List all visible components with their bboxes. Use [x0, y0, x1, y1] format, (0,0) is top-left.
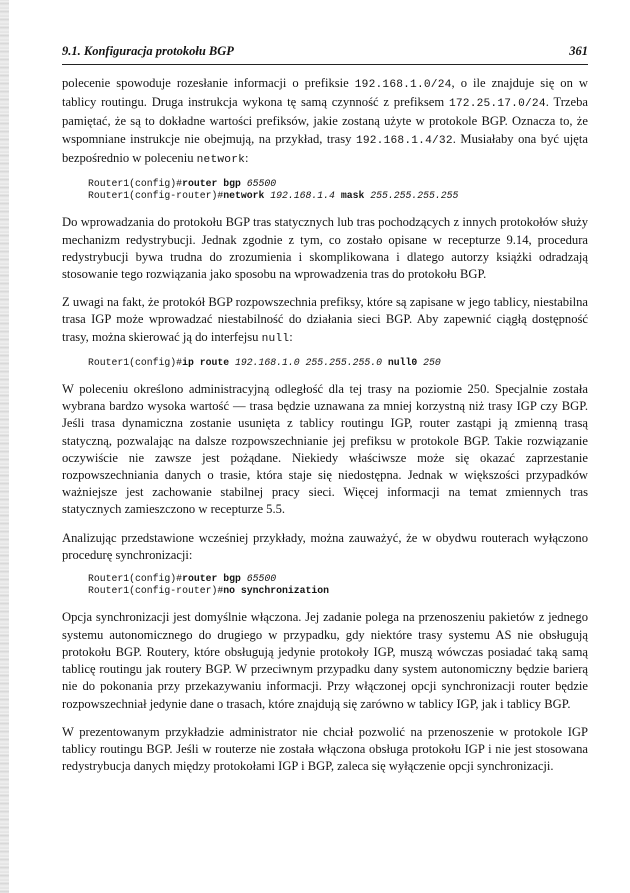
paragraph-7: W prezentowanym przykładzie administrator nie chciał pozwolić na przenoszenie w protokole IGP tablicy routingu BGP. Jeśli w routerze nie została włączona obsługa protokołu IGP i nie jest stosowana redystrybucja danych między protokołami IGP i BGP, zaleca się wyłączenie opcji synchronizacji. [62, 724, 588, 774]
page-number: 361 [569, 44, 588, 58]
code-block-2 [62, 357, 588, 369]
page-body [62, 75, 588, 775]
inline-code: 192.168.1.4/32 [355, 134, 453, 147]
paragraph-3: Z uwagi na fakt, że protokół BGP rozpowszechnia prefiksy, które są zapisane w jego tablicy, niestabilna trasa IGP może wprowadzać niestabilność do działania sieci BGP. Aby zapewnić ciągłą dostępność trasy, można skierować ją do interfejsu null: [62, 295, 588, 345]
running-header [62, 44, 588, 62]
code-line: Router1(config)#ip route 192.168.1.0 255.255.255.0 null0 250 [88, 356, 441, 368]
paragraph-6: Opcja synchronizacji jest domyślnie włączona. Jej zadanie polega na przenoszeniu pakietów z jednego systemu autonomicznego do drugiego w przypadku, gdy niektóre trasy systemu AS nie obsługują protokołu BGP. Routery, które obsługują jedynie protokoły IGP, muszą wówczas posiadać taką samą tablicę routingu jak routery BGP. W przeciwnym przypadku dany system autonomiczny będzie barierą nie do pokonania przy przekazywaniu informacji. Przy włączonej opcji synchronizacji router będzie rozpowszechniał jedynie dane o trasach, które znajdują się zarówno w tablicy IGP, jak i tablicy BGP. [62, 610, 588, 711]
inline-code: network [196, 153, 246, 166]
inline-code: null [261, 332, 290, 345]
header-rule [62, 64, 588, 65]
code-line: Router1(config)#router bgp 65500 [88, 573, 277, 585]
scan-edge-artifact [0, 0, 9, 893]
code-line: Router1(config-router)#network 192.168.1.4 mask 255.255.255.255 [88, 190, 459, 202]
code-block-3 [62, 573, 588, 597]
inline-code: 172.25.17.0/24 [448, 98, 546, 111]
paragraph-1: polecenie spowoduje rozesłanie informacji o prefiksie 192.168.1.0/24, o ile znajduje się on w tablicy routingu. Druga instrukcja wykona tę samą czynność z prefiksem 172.25.17.0/24. Trzeba pamiętać, że są to dokładne wartości prefiksów, jakie zostaną użyte w protokole BGP. Oznacza to, że wspomniane instrukcje nie obejmują, na przykład, trasy 192.168.1.4/32. Musiałaby ona być ujęta bezpośrednio w poleceniu network: [62, 76, 588, 166]
code-block-1 [62, 178, 588, 202]
paragraph-5: Analizując przedstawione wcześniej przykłady, można zauważyć, że w obydwu routerach wyłączono procedurę synchronizacji: [62, 530, 588, 562]
paragraph-4: W poleceniu określono administracyjną odległość dla tej trasy na poziomie 250. Specjalnie została wybrana bardzo wysoka wartość — trasa będzie uznawana za mniej korzystną niż trasy IGP czy BGP. Jeśli trasa dynamiczna zostanie usunięta z tablicy routingu IGP, router zastąpi ją zmienną trasą statyczną, pozwalając na dalsze rozpowszechnianie jej prefiksu w protokole BGP. Takie rozwiązanie oczywiście nie zawsze jest pożądane. Niekiedy właściwsze może się okazać zaprzestanie rozpowszechniania danych o trasie, która staje się niedostępna. Jednak w większości przypadków ważniejsze jest zachowanie stabilnej pracy sieci. Więcej informacji na temat zmiennych tras statycznych zamieszczono w recepturze 5.5. [62, 382, 588, 517]
paragraph-2: Do wprowadzania do protokołu BGP tras statycznych lub tras pochodzących z innych protokołów służy mechanizm redystrybucji. Jednak zgodnie z tym, co zostało opisane w recepturze 9.14, procedura redystrybucji bywa trudna do zrozumienia i skomplikowana i dlatego autorzy książki odradzają stosowanie tego rozwiązania jako sposobu na wprowadzenia tras do protokołu BGP. [62, 215, 588, 282]
code-line: Router1(config-router)#no synchronization [88, 585, 330, 597]
section-title: 9.1. Konfiguracja protokołu BGP [62, 44, 234, 58]
inline-code: 192.168.1.0/24 [354, 79, 452, 91]
code-line: Router1(config)#router bgp 65500 [88, 178, 277, 190]
